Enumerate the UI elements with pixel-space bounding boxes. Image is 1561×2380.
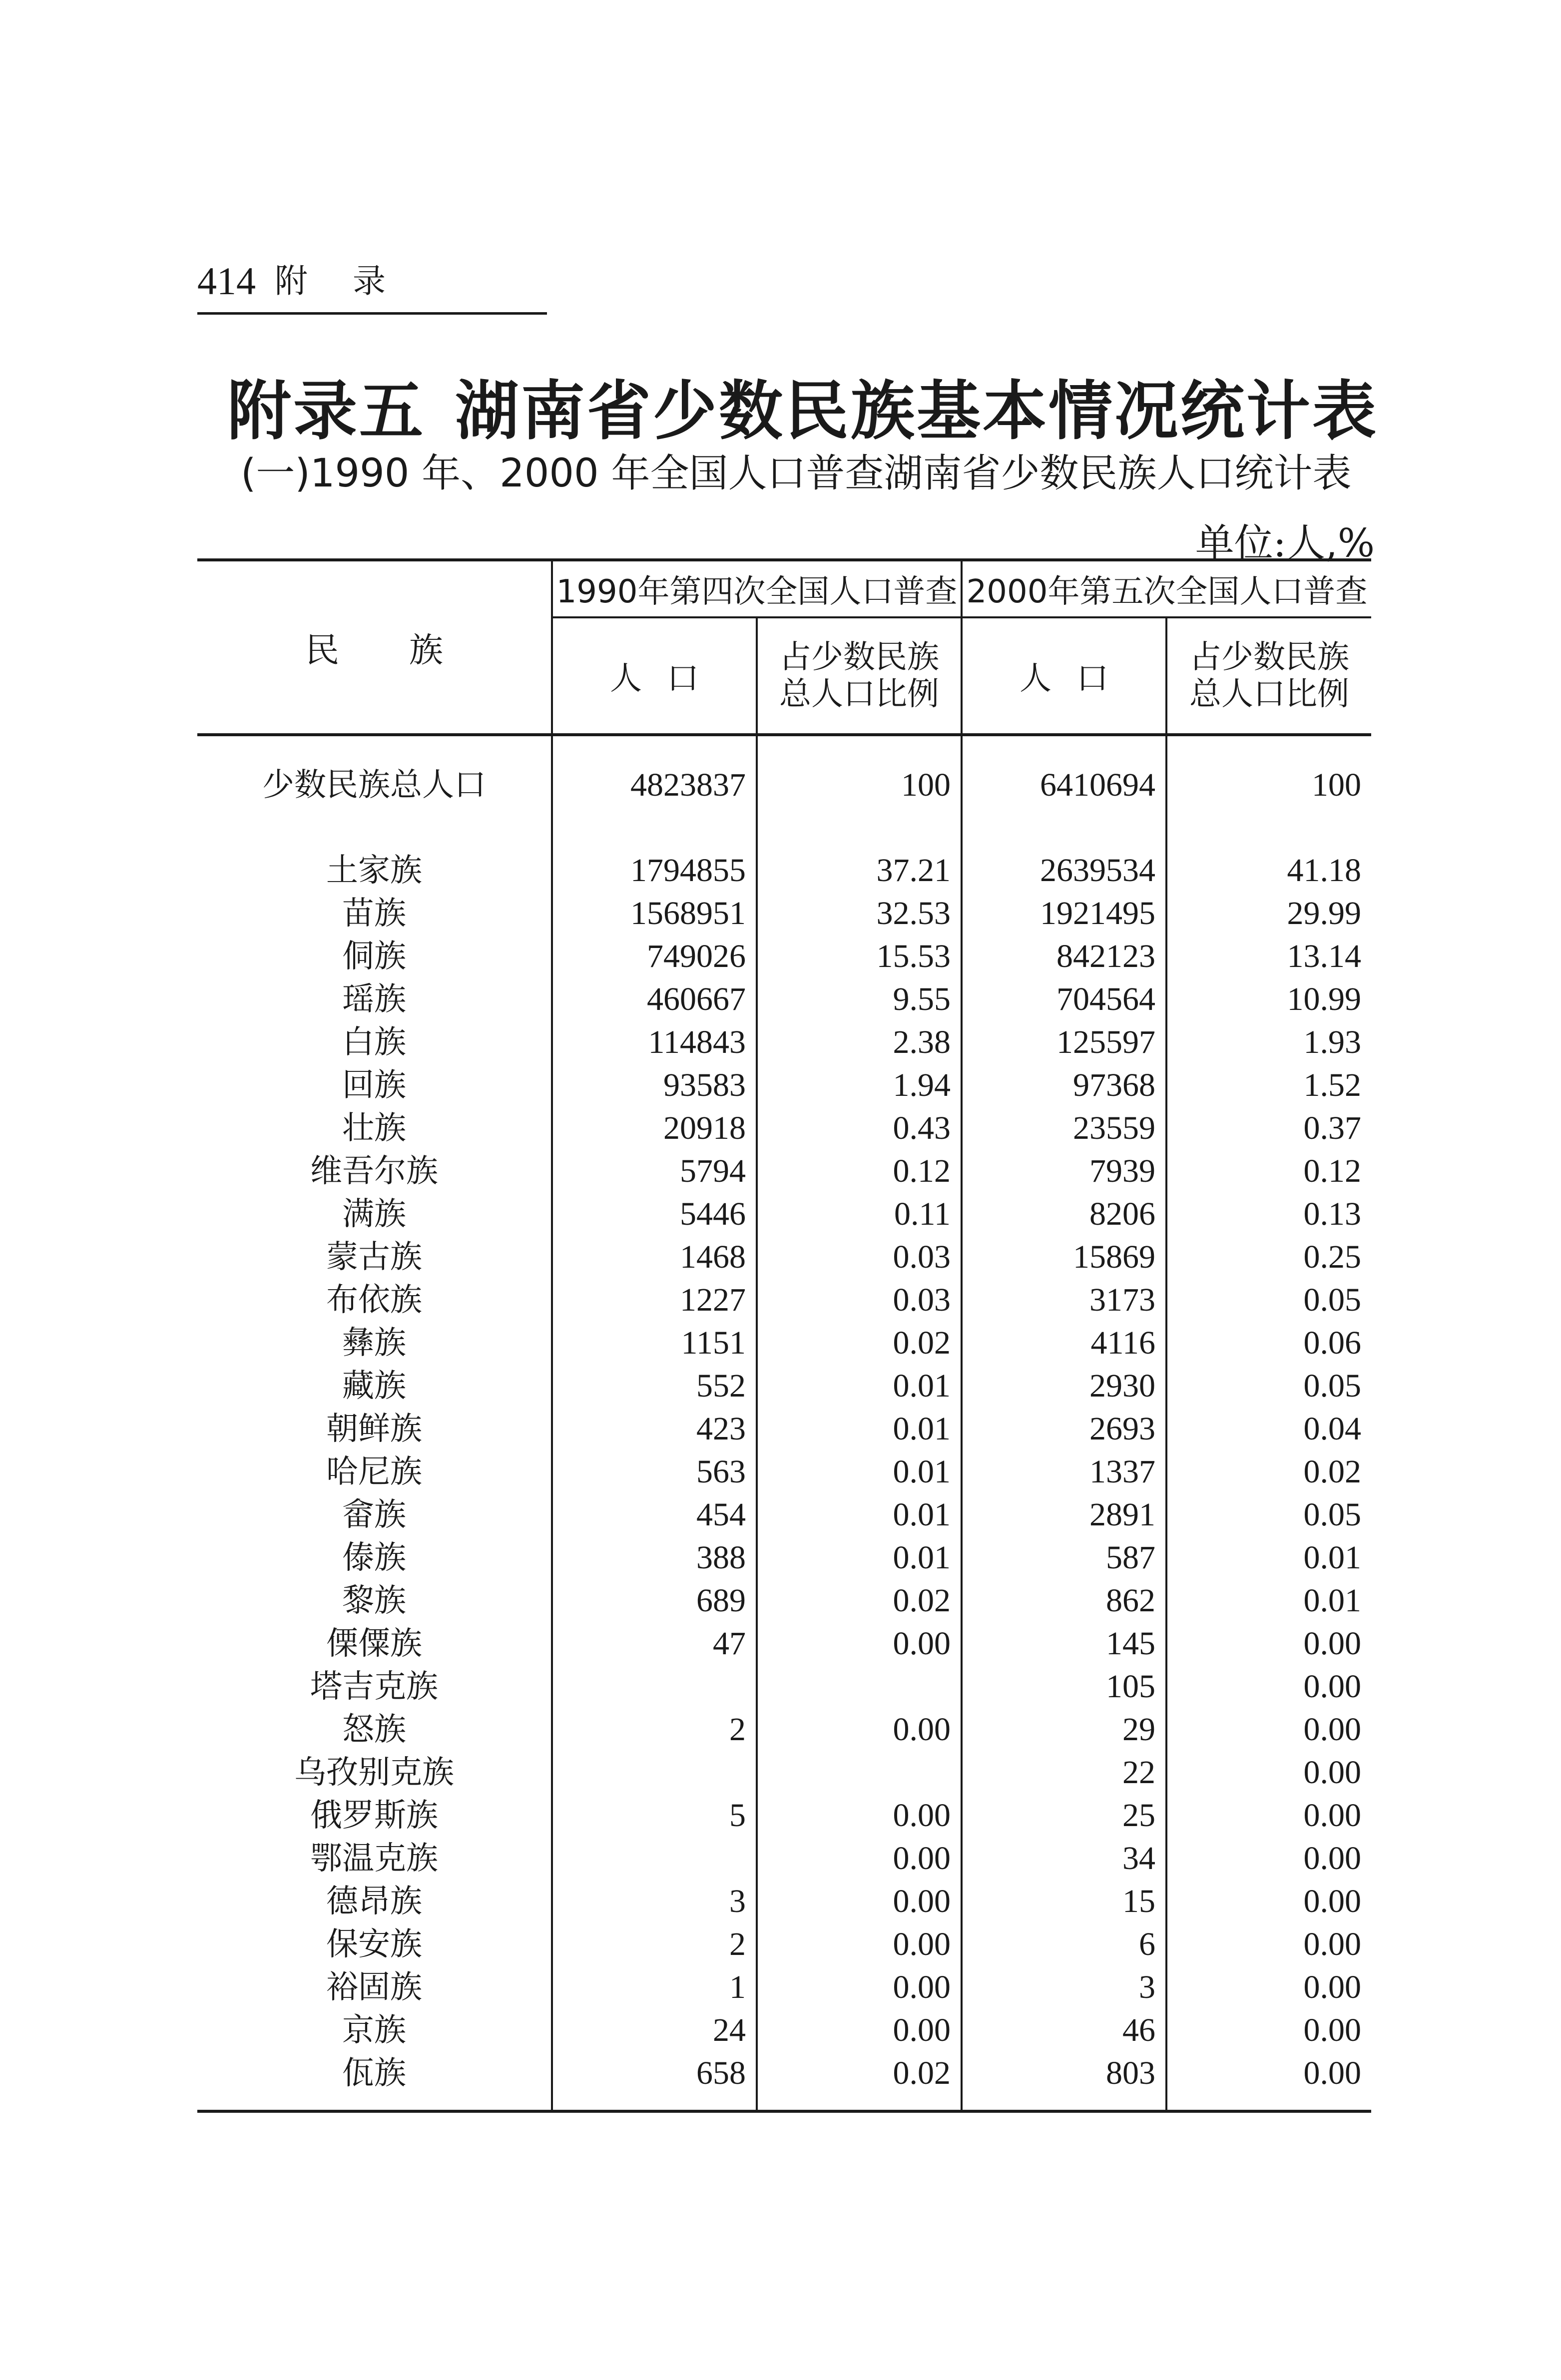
population-1990: 552 (552, 1365, 757, 1408)
share-1990: 0.12 (757, 1150, 962, 1193)
share-1990: 0.01 (757, 1536, 962, 1579)
population-1990 (552, 1837, 757, 1880)
share-1990: 0.00 (757, 1966, 962, 2009)
population-1990: 47 (552, 1622, 757, 1665)
population-2000: 3173 (962, 1279, 1166, 1322)
population-2000: 34 (962, 1837, 1166, 1880)
ethnic-group-name: 傣族 (197, 1536, 552, 1579)
share-1990: 37.21 (757, 849, 962, 892)
population-2000: 587 (962, 1536, 1166, 1579)
table-row (197, 1322, 1371, 1365)
total-row (197, 735, 1371, 849)
header-pop-1990: 人口 (552, 617, 757, 735)
share-1990: 0.03 (757, 1236, 962, 1279)
section-label: 附录 (275, 262, 431, 300)
table-row (197, 1365, 1371, 1408)
population-2000: 125597 (962, 1021, 1166, 1064)
ethnic-group-name: 布依族 (197, 1279, 552, 1322)
population-1990: 93583 (552, 1064, 757, 1107)
population-2000: 1921495 (962, 892, 1166, 935)
population-1990: 388 (552, 1536, 757, 1579)
population-1990: 4823837 (552, 735, 757, 849)
table-row (197, 892, 1371, 935)
table-row (197, 2009, 1371, 2052)
population-2000: 842123 (962, 935, 1166, 978)
population-1990: 1151 (552, 1322, 757, 1365)
share-1990: 0.01 (757, 1365, 962, 1408)
share-1990: 0.11 (757, 1193, 962, 1236)
population-1990: 5 (552, 1794, 757, 1837)
population-2000: 105 (962, 1665, 1166, 1708)
population-1990: 1 (552, 1966, 757, 2009)
share-1990: 0.00 (757, 2009, 962, 2052)
share-2000: 13.14 (1287, 938, 1361, 974)
population-2000: 8206 (962, 1193, 1166, 1236)
appendix-title-main: 湖南省少数民族基本情况统计表 (455, 374, 1379, 449)
ethnic-population-table (197, 558, 1371, 2113)
page-number: 414 (197, 259, 256, 303)
share-2000: 0.00 (1303, 1797, 1361, 1834)
share-2000: 0.00 (1303, 1840, 1361, 1877)
population-2000: 2891 (962, 1493, 1166, 1536)
table-row (197, 1193, 1371, 1236)
share-2000: 0.02 (1303, 1453, 1361, 1490)
ethnic-group-name: 佤族 (197, 2052, 552, 2111)
share-2000: 0.00 (1166, 2052, 1371, 2111)
share-1990: 0.02 (757, 1322, 962, 1365)
share-2000: 0.01 (1303, 1539, 1361, 1576)
population-2000: 2693 (962, 1408, 1166, 1450)
share-2000: 0.06 (1303, 1325, 1361, 1361)
share-2000: 41.18 (1287, 852, 1361, 889)
population-2000: 2639534 (962, 849, 1166, 892)
table-row (197, 1665, 1371, 1708)
share-1990: 0.01 (757, 1450, 962, 1493)
share-1990: 15.53 (757, 935, 962, 978)
share-1990: 100 (757, 735, 962, 849)
share-2000: 0.05 (1303, 1282, 1361, 1318)
table-row (197, 1064, 1371, 1107)
population-1990: 2 (552, 1923, 757, 1966)
share-1990: 0.00 (757, 1837, 962, 1880)
ethnic-group-name: 乌孜别克族 (197, 1751, 552, 1794)
ethnic-group-name: 苗族 (197, 892, 552, 935)
table-row (197, 1880, 1371, 1923)
share-2000: 29.99 (1287, 895, 1361, 932)
population-1990: 20918 (552, 1107, 757, 1150)
ethnic-group-name: 怒族 (197, 1708, 552, 1751)
share-1990: 0.01 (757, 1408, 962, 1450)
share-1990: 32.53 (757, 892, 962, 935)
table-row (197, 1408, 1371, 1450)
population-1990: 454 (552, 1493, 757, 1536)
share-2000: 1.93 (1303, 1024, 1361, 1060)
population-1990: 658 (552, 2052, 757, 2111)
population-1990: 3 (552, 1880, 757, 1923)
unit-note: 单位:人,% (1195, 521, 1375, 566)
header-census-1990: 1990年第四次全国人口普查 (552, 560, 962, 617)
share-1990: 0.01 (757, 1493, 962, 1536)
share-2000: 0.00 (1303, 1883, 1361, 1919)
share-1990: 0.00 (757, 1708, 962, 1751)
population-2000: 22 (962, 1751, 1166, 1794)
population-1990: 114843 (552, 1021, 757, 1064)
population-2000: 3 (962, 1966, 1166, 2009)
population-2000: 145 (962, 1622, 1166, 1665)
table-row (197, 1794, 1371, 1837)
population-1990: 689 (552, 1579, 757, 1622)
population-2000: 15 (962, 1880, 1166, 1923)
share-1990: 0.00 (757, 1923, 962, 1966)
table-row (197, 1751, 1371, 1794)
population-1990: 1227 (552, 1279, 757, 1322)
population-1990: 5446 (552, 1193, 757, 1236)
share-1990: 0.02 (757, 2052, 962, 2111)
share-2000: 0.05 (1303, 1496, 1361, 1533)
share-1990: 9.55 (757, 978, 962, 1021)
population-2000: 6410694 (962, 735, 1166, 849)
population-2000: 4116 (962, 1322, 1166, 1365)
population-1990 (552, 1665, 757, 1708)
header-ratio-1990: 占少数民族 总人口比例 (757, 617, 962, 735)
share-2000: 0.00 (1303, 2012, 1361, 2048)
population-2000: 7939 (962, 1150, 1166, 1193)
share-2000: 0.25 (1303, 1239, 1361, 1275)
share-1990: 0.00 (757, 1880, 962, 1923)
share-1990: 0.00 (757, 1794, 962, 1837)
ethnic-group-name: 藏族 (197, 1365, 552, 1408)
header-pop-2000: 人口 (962, 617, 1166, 735)
share-2000: 10.99 (1287, 981, 1361, 1017)
table-row (197, 935, 1371, 978)
population-2000: 25 (962, 1794, 1166, 1837)
population-1990: 423 (552, 1408, 757, 1450)
population-2000: 29 (962, 1708, 1166, 1751)
share-2000: 0.00 (1303, 1625, 1361, 1662)
ethnic-group-name: 少数民族总人口 (197, 735, 552, 849)
population-1990: 460667 (552, 978, 757, 1021)
population-1990: 1468 (552, 1236, 757, 1279)
share-1990 (757, 1665, 962, 1708)
population-2000: 803 (962, 2052, 1166, 2111)
ethnic-group-name: 裕固族 (197, 1966, 552, 2009)
table-row (197, 1622, 1371, 1665)
table-row (197, 1493, 1371, 1536)
population-2000: 46 (962, 2009, 1166, 2052)
table-row (197, 1150, 1371, 1193)
table-row (197, 2052, 1371, 2111)
share-2000: 0.13 (1303, 1196, 1361, 1232)
ethnic-group-name: 壮族 (197, 1107, 552, 1150)
table-row (197, 1966, 1371, 2009)
ethnic-group-name: 哈尼族 (197, 1450, 552, 1493)
table-subtitle: (一)1990 年、2000 年全国人口普查湖南省少数民族人口统计表 (241, 451, 1352, 496)
ethnic-group-name: 德昂族 (197, 1880, 552, 1923)
table-row (197, 1450, 1371, 1493)
table-row (197, 1536, 1371, 1579)
population-1990 (552, 1751, 757, 1794)
share-2000: 0.00 (1303, 1754, 1361, 1791)
population-1990: 24 (552, 2009, 757, 2052)
population-2000: 23559 (962, 1107, 1166, 1150)
share-2000: 0.00 (1303, 1668, 1361, 1705)
ethnic-group-name: 回族 (197, 1064, 552, 1107)
share-1990: 1.94 (757, 1064, 962, 1107)
population-1990: 749026 (552, 935, 757, 978)
table-row (197, 1107, 1371, 1150)
ethnic-group-name: 京族 (197, 2009, 552, 2052)
ethnic-group-name: 彝族 (197, 1322, 552, 1365)
population-2000: 97368 (962, 1064, 1166, 1107)
header-ratio-2000: 占少数民族 总人口比例 (1166, 617, 1371, 735)
ethnic-group-name: 黎族 (197, 1579, 552, 1622)
share-1990: 0.00 (757, 1622, 962, 1665)
share-1990: 0.03 (757, 1279, 962, 1322)
share-2000: 0.00 (1303, 1711, 1361, 1748)
table-row (197, 1923, 1371, 1966)
population-1990: 2 (552, 1708, 757, 1751)
table-row (197, 1236, 1371, 1279)
population-2000: 6 (962, 1923, 1166, 1966)
table-row (197, 1837, 1371, 1880)
appendix-title-prefix: 附录五 (227, 374, 426, 449)
appendix-title (227, 360, 1378, 452)
ethnic-group-name: 蒙古族 (197, 1236, 552, 1279)
population-2000: 704564 (962, 978, 1166, 1021)
share-2000: 0.05 (1303, 1368, 1361, 1404)
share-1990: 0.43 (757, 1107, 962, 1150)
ethnic-group-name: 土家族 (197, 849, 552, 892)
share-2000: 0.04 (1303, 1411, 1361, 1447)
ethnic-group-name: 俄罗斯族 (197, 1794, 552, 1837)
share-2000: 100 (1312, 767, 1361, 803)
ethnic-group-name: 鄂温克族 (197, 1837, 552, 1880)
share-2000: 0.00 (1303, 1969, 1361, 2005)
table-row (197, 849, 1371, 892)
ethnic-group-name: 畲族 (197, 1493, 552, 1536)
population-2000: 862 (962, 1579, 1166, 1622)
header-ethnicity: 民族 (197, 560, 552, 735)
running-header (197, 257, 547, 315)
table-row (197, 1708, 1371, 1751)
share-2000: 0.01 (1303, 1582, 1361, 1619)
ethnic-group-name: 朝鲜族 (197, 1408, 552, 1450)
population-2000: 2930 (962, 1365, 1166, 1408)
population-2000: 15869 (962, 1236, 1166, 1279)
ethnic-group-name: 塔吉克族 (197, 1665, 552, 1708)
population-2000: 1337 (962, 1450, 1166, 1493)
ethnic-group-name: 保安族 (197, 1923, 552, 1966)
ethnic-group-name: 傈僳族 (197, 1622, 552, 1665)
share-1990: 2.38 (757, 1021, 962, 1064)
share-2000: 0.37 (1303, 1110, 1361, 1146)
ethnic-group-name: 满族 (197, 1193, 552, 1236)
population-1990: 1794855 (552, 849, 757, 892)
header-census-2000: 2000年第五次全国人口普查 (962, 560, 1371, 617)
table-row (197, 1579, 1371, 1622)
ethnic-group-name: 白族 (197, 1021, 552, 1064)
share-2000: 1.52 (1303, 1067, 1361, 1103)
table-row (197, 1279, 1371, 1322)
population-1990: 563 (552, 1450, 757, 1493)
share-1990 (757, 1751, 962, 1794)
share-1990: 0.02 (757, 1579, 962, 1622)
table-row (197, 978, 1371, 1021)
population-1990: 5794 (552, 1150, 757, 1193)
ethnic-group-name: 侗族 (197, 935, 552, 978)
table-row (197, 1021, 1371, 1064)
share-2000: 0.00 (1303, 1926, 1361, 1962)
share-2000: 0.12 (1303, 1153, 1361, 1189)
ethnic-group-name: 维吾尔族 (197, 1150, 552, 1193)
population-1990: 1568951 (552, 892, 757, 935)
ethnic-group-name: 瑶族 (197, 978, 552, 1021)
